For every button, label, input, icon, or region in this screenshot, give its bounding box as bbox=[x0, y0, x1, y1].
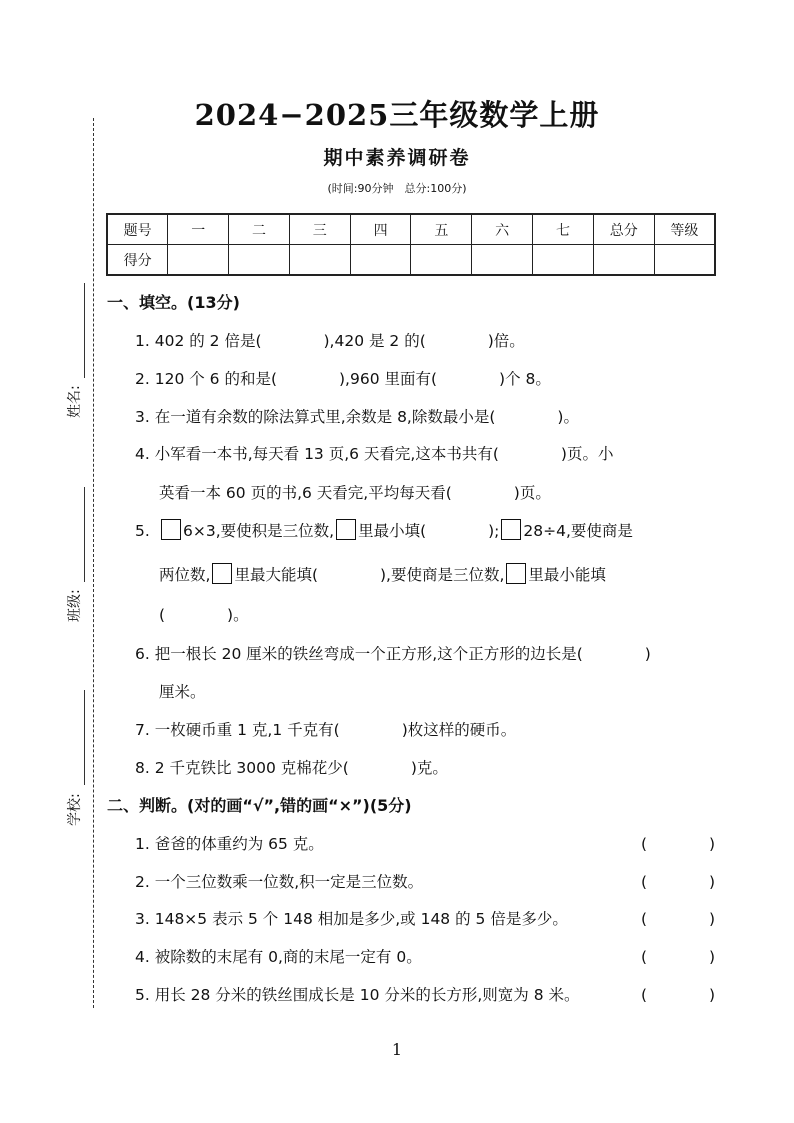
score-input-cell[interactable] bbox=[472, 245, 533, 276]
judge-answer-paren-5[interactable]: ( ) bbox=[641, 986, 716, 1004]
score-cell: 六 bbox=[472, 214, 533, 245]
score-row-label: 得分 bbox=[107, 245, 168, 276]
score-input-cell[interactable] bbox=[289, 245, 350, 276]
question-1-4-line2: 英看一本 60 页的书,6 天看完,平均每天看( )页。 bbox=[159, 484, 551, 502]
judge-item-1: 1. 爸爸的体重约为 65 克。 bbox=[135, 835, 324, 853]
score-cell: 二 bbox=[229, 214, 290, 245]
section2-heading: 二、判断。(对的画“√”,错的画“×”)(5分) bbox=[107, 796, 412, 815]
score-table-header-row bbox=[107, 214, 715, 245]
question-1-6-line1: 6. 把一根长 20 厘米的铁丝弯成一个正方形,这个正方形的边长是( ) bbox=[135, 645, 651, 663]
score-input-cell[interactable] bbox=[411, 245, 472, 276]
exam-subtitle: 期中素养调研卷 bbox=[323, 147, 471, 169]
judge-item-4: 4. 被除数的末尾有 0,商的末尾一定有 0。 bbox=[135, 948, 422, 966]
q5-line2-text-b: 里最大能填( ),要使商是三位数, bbox=[234, 566, 505, 584]
score-table-score-row bbox=[107, 245, 715, 276]
judge-item-5: 5. 用长 28 分米的铁丝围成长是 10 分米的长方形,则宽为 8 米。 bbox=[135, 986, 580, 1004]
q5-text-a: 6×3,要使积是三位数, bbox=[183, 522, 335, 540]
score-input-cell[interactable] bbox=[350, 245, 411, 276]
question-1-5-line2 bbox=[159, 563, 606, 585]
question-1-3: 3. 在一道有余数的除法算式里,余数是 8,除数最小是( )。 bbox=[135, 408, 579, 426]
question-1-8: 8. 2 千克铁比 3000 克棉花少( )克。 bbox=[135, 759, 448, 777]
q5-text-c: 28÷4,要使商是 bbox=[523, 522, 633, 540]
judge-answer-paren-2[interactable]: ( ) bbox=[641, 873, 716, 891]
score-input-cell[interactable] bbox=[654, 245, 715, 276]
section1-heading: 一、填空。(13分) bbox=[107, 293, 240, 312]
judge-answer-paren-3[interactable]: ( ) bbox=[641, 910, 716, 928]
score-input-cell[interactable] bbox=[229, 245, 290, 276]
q5-line2-text-a: 两位数, bbox=[159, 566, 211, 584]
score-cell: 四 bbox=[350, 214, 411, 245]
school-label: 学校: bbox=[67, 793, 83, 826]
class-label: 班级: bbox=[67, 589, 83, 622]
name-label: 姓名: bbox=[67, 385, 83, 418]
score-table bbox=[106, 213, 716, 276]
q5-line2-text-c: 里最小能填 bbox=[528, 566, 606, 584]
binding-dashed-line bbox=[93, 118, 94, 1008]
q5-text-b: 里最小填( ); bbox=[358, 522, 500, 540]
score-cell: 一 bbox=[168, 214, 229, 245]
score-cell: 五 bbox=[411, 214, 472, 245]
question-1-4-line1: 4. 小军看一本书,每天看 13 页,6 天看完,这本书共有( )页。小 bbox=[135, 445, 614, 463]
score-cell: 总分 bbox=[593, 214, 654, 245]
judge-item-3: 3. 148×5 表示 5 个 148 相加是多少,或 148 的 5 倍是多少。 bbox=[135, 910, 568, 928]
question-1-7: 7. 一枚硬币重 1 克,1 千克有( )枚这样的硬币。 bbox=[135, 721, 517, 739]
answer-box[interactable] bbox=[501, 519, 521, 540]
answer-box[interactable] bbox=[336, 519, 356, 540]
question-1-1: 1. 402 的 2 倍是( ),420 是 2 的( )倍。 bbox=[135, 332, 525, 350]
answer-box[interactable] bbox=[506, 563, 526, 584]
page-number: 1 bbox=[391, 1040, 403, 1059]
judge-answer-paren-4[interactable]: ( ) bbox=[641, 948, 716, 966]
question-1-5-line3: ( )。 bbox=[159, 606, 249, 624]
score-cell: 七 bbox=[533, 214, 594, 245]
question-1-6-line2: 厘米。 bbox=[159, 683, 206, 701]
time-info: (时间:90分钟 总分:100分) bbox=[327, 182, 467, 195]
score-cell: 题号 bbox=[107, 214, 168, 245]
score-input-cell[interactable] bbox=[593, 245, 654, 276]
name-underline bbox=[84, 283, 85, 378]
question-1-2: 2. 120 个 6 的和是( ),960 里面有( )个 8。 bbox=[135, 370, 551, 388]
score-input-cell[interactable] bbox=[533, 245, 594, 276]
class-underline bbox=[84, 487, 85, 582]
judge-answer-paren-1[interactable]: ( ) bbox=[641, 835, 716, 853]
school-underline bbox=[84, 690, 85, 785]
answer-box[interactable] bbox=[212, 563, 232, 584]
score-cell: 三 bbox=[289, 214, 350, 245]
exam-title: 2024−2025三年级数学上册 bbox=[194, 98, 600, 132]
score-input-cell[interactable] bbox=[168, 245, 229, 276]
answer-box[interactable] bbox=[161, 519, 181, 540]
question-1-5-line1: 5. 6×3,要使积是三位数, 里最小填( ); 28÷4,要使商是 bbox=[135, 519, 633, 541]
judge-item-2: 2. 一个三位数乘一位数,积一定是三位数。 bbox=[135, 873, 424, 891]
score-cell: 等级 bbox=[654, 214, 715, 245]
